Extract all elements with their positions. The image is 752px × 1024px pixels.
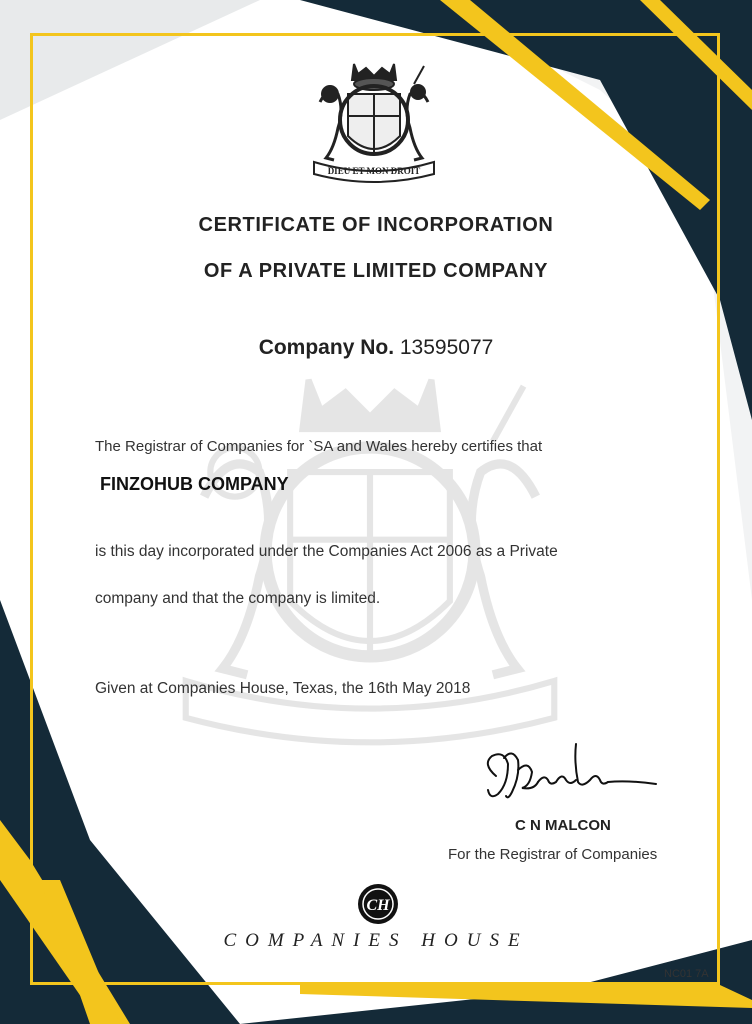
certificate-subtitle: OF A PRIVATE LIMITED COMPANY [203, 260, 549, 282]
incorporation-statement: is this day incorporated under the Companies Act 2006 as a Private [95, 543, 558, 560]
given-at-statement: Given at Companies House, Texas, the 16th May 2018 [95, 680, 471, 697]
certify-statement: The Registrar of Companies for `SA and Wales hereby certifies that [95, 438, 543, 455]
company-name: FINZOHUB COMPANY [100, 474, 289, 494]
company-number [0, 336, 752, 360]
limited-statement: company and that the company is limited. [95, 590, 381, 607]
logo-letters: CH [366, 897, 390, 914]
company-number-value: 13595077 [399, 336, 494, 359]
royal-coat-of-arms-icon [304, 58, 444, 184]
companies-house-wordmark: COMPANIES HOUSE [223, 930, 529, 951]
handwritten-signature [478, 742, 668, 808]
company-number-label: Company No. [258, 336, 395, 359]
companies-house-logo-icon [356, 882, 400, 926]
signer-role: For the Registrar of Companies [448, 846, 658, 863]
certificate-title: CERTIFICATE OF INCORPORATION [198, 214, 554, 236]
form-code: NC01 7A [664, 968, 709, 980]
signer-name: C N MALCON [515, 817, 611, 834]
crest-motto: DIEU ET MON DROIT [327, 166, 421, 176]
